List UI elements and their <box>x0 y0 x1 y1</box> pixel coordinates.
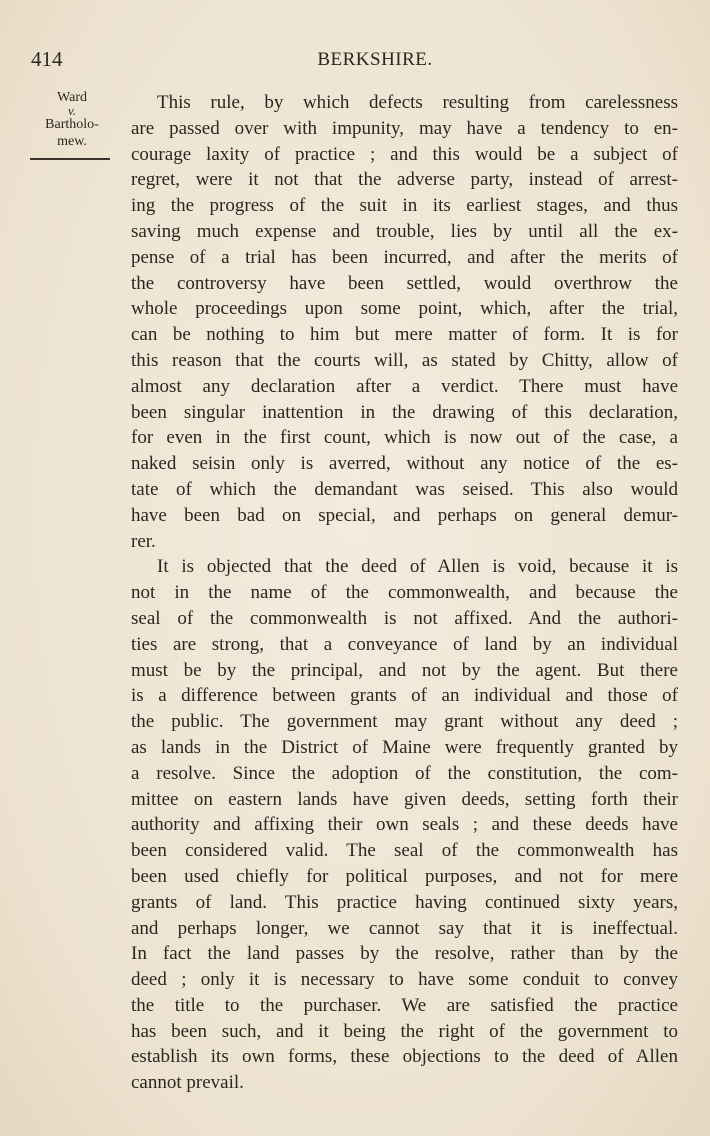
text-line: been used chiefly for political purposes, and not for mere <box>131 865 678 887</box>
text-line: this reason that the courts will, as stated by Chitty, allow of <box>131 349 678 371</box>
text-line: the public. The government may grant without any deed ; <box>131 711 678 733</box>
side-note-rule <box>30 158 110 160</box>
side-note-line: v. <box>67 103 77 118</box>
text-line: as lands in the District of Maine were frequently granted by <box>131 736 678 758</box>
body-text <box>131 90 678 1096</box>
text-line: been singular inattention in the drawing of this declaration, <box>131 401 678 423</box>
text-line: saving much expense and trouble, lies by until all the ex- <box>131 220 678 242</box>
paragraph <box>131 554 678 1096</box>
text-line: seal of the commonwealth is not affixed. And the authori- <box>131 607 678 629</box>
text-line: deed ; only it is necessary to have some conduit to convey <box>131 969 678 991</box>
text-line: rer. <box>131 530 156 552</box>
running-title: BERKSHIRE. <box>317 49 433 70</box>
text-line: ing the progress of the suit in its earliest stages, and thus <box>131 195 678 217</box>
text-line: not in the name of the commonwealth, and because the <box>131 582 678 604</box>
text-line: pense of a trial has been incurred, and after the merits of <box>131 246 678 268</box>
text-line: ties are strong, that a conveyance of land by an individual <box>131 633 678 655</box>
text-line: It is objected that the deed of Allen is void, because it is <box>157 556 678 578</box>
text-line: regret, were it not that the adverse party, instead of arrest- <box>131 169 678 191</box>
text-line: naked seisin only is averred, without any notice of the es- <box>131 453 678 475</box>
text-line: authority and affixing their own seals ; and these deeds have <box>131 814 678 836</box>
text-line: the title to the purchaser. We are satisfied the practice <box>131 994 678 1016</box>
side-note-line: Ward <box>57 90 87 105</box>
side-note-line: mew. <box>57 134 87 149</box>
text-line: whole proceedings upon some point, which, after the trial, <box>131 298 678 320</box>
text-line: This rule, by which defects resulting from carelessness <box>157 92 678 113</box>
side-note-line: Bartholo- <box>45 117 99 132</box>
text-line: establish its own forms, these objections to the deed of Allen <box>131 1046 678 1068</box>
text-line: can be nothing to him but mere matter of form. It is for <box>131 324 678 346</box>
text-line: are passed over with impunity, may have a tendency to en- <box>131 117 678 139</box>
text-line: mittee on eastern lands have given deeds, setting forth their <box>131 788 678 810</box>
text-line: for even in the first count, which is now out of the case, a <box>131 427 678 449</box>
text-line: have been bad on special, and perhaps on general demur- <box>131 504 678 526</box>
text-line: grants of land. This practice having continued sixty years, <box>131 891 678 913</box>
text-line: is a difference between grants of an individual and those of <box>131 685 678 707</box>
text-line: and perhaps longer, we cannot say that it is ineffectual. <box>131 917 678 939</box>
page-number: 414 <box>31 47 63 71</box>
text-line: the controversy have been settled, would overthrow the <box>131 272 678 294</box>
text-line: must be by the principal, and not by the agent. But there <box>131 659 678 681</box>
paragraph <box>131 90 678 554</box>
text-line: has been such, and it being the right of the government to <box>131 1020 678 1042</box>
side-note <box>33 89 111 150</box>
text-line: been considered valid. The seal of the commonwealth has <box>131 840 678 862</box>
text-line: courage laxity of practice ; and this would be a subject of <box>131 143 678 165</box>
text-line: a resolve. Since the adoption of the constitution, the com- <box>131 762 678 784</box>
text-line: almost any declaration after a verdict. There must have <box>131 375 678 397</box>
text-line: cannot prevail. <box>131 1072 244 1094</box>
text-line: In fact the land passes by the resolve, rather than by the <box>131 943 678 965</box>
text-line: tate of which the demandant was seised. This also would <box>131 478 678 500</box>
